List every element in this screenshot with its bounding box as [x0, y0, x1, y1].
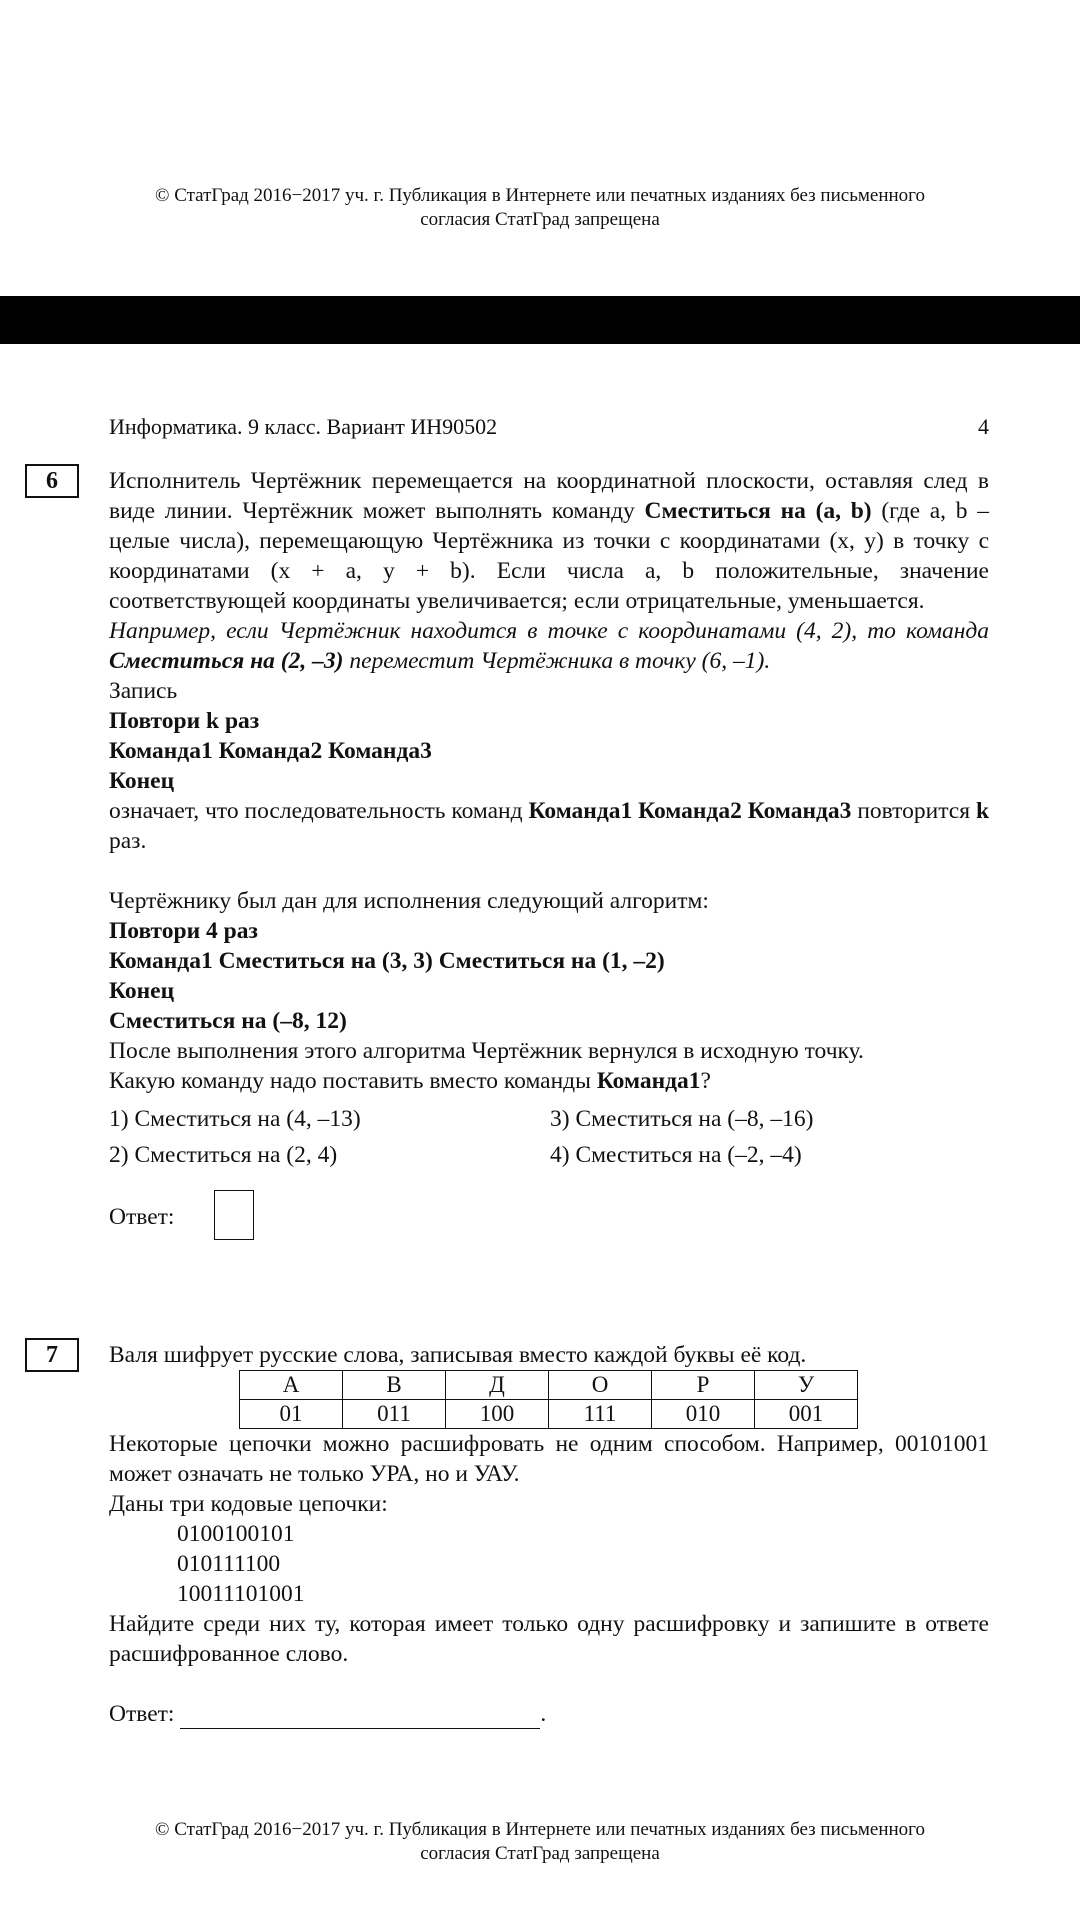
copyright-line-2: согласия СтатГрад запрещена — [420, 1843, 660, 1864]
q6-option-4[interactable]: 4) Сместиться на (–2, –4) — [550, 1142, 802, 1168]
q7-answer-dot: . — [540, 1701, 547, 1727]
q6-alg-line-4: Сместиться на (–8, 12) — [109, 1008, 347, 1034]
q6-desc-text-b: (где a, b – целые числа), перемещающую Чертёжника из точки с координатами (x, y) в точку с координатами (x + a, y + b). Если числа a, b положительные, значение соответствующей координаты увеличивается; если отрицательные, уменьшается. — [109, 498, 989, 614]
q7-code: 100 — [446, 1400, 549, 1429]
q7-code-table — [239, 1370, 858, 1429]
q6-options — [109, 1104, 989, 1176]
q7-code: 001 — [755, 1400, 858, 1429]
q7-letter: В — [343, 1371, 446, 1400]
q7-paragraph: Некоторые цепочки можно расшифровать не одним способом. Например, 00101001 может означать не только УРА, но и УАУ. — [109, 1431, 989, 1487]
q6-means-text-c: раз. — [109, 828, 147, 854]
copyright-line-1: © СтатГрад 2016−2017 уч. г. Публикация в Интернете или печатных изданиях без письменного — [155, 185, 925, 206]
page-title: Информатика. 9 класс. Вариант ИН90502 — [109, 414, 498, 439]
q7-answer-row — [109, 1699, 989, 1729]
q7-given: Даны три кодовые цепочки: — [109, 1491, 388, 1517]
q6-description — [109, 466, 989, 616]
q6-answer-box[interactable] — [214, 1190, 254, 1240]
q6-answer-label: Ответ: — [109, 1204, 175, 1230]
page-header — [109, 414, 989, 440]
question-6-body — [109, 466, 989, 1250]
q6-alg-line-1: Повтори 4 раз — [109, 918, 258, 944]
q7-code: 111 — [549, 1400, 652, 1429]
q6-means-commands: Команда1 Команда2 Команда3 — [528, 798, 852, 824]
q6-end-line: Конец — [109, 768, 175, 794]
question-7-body — [109, 1340, 989, 1729]
q6-after: После выполнения этого алгоритма Чертёжник вернулся в исходную точку. — [109, 1038, 864, 1064]
page-separator-band — [0, 296, 1080, 344]
q7-letter: Р — [652, 1371, 755, 1400]
q6-option-2[interactable]: 2) Сместиться на (2, 4) — [109, 1142, 338, 1168]
q7-letter: А — [240, 1371, 343, 1400]
q6-alg-line-2: Команда1 Сместиться на (3, 3) Сместиться на (1, –2) — [109, 948, 665, 974]
q6-zapis: Запись — [109, 678, 178, 704]
q6-given: Чертёжнику был дан для исполнения следующий алгоритм: — [109, 888, 709, 914]
q7-codes-row — [240, 1400, 858, 1429]
copyright-line-1: © СтатГрад 2016−2017 уч. г. Публикация в Интернете или печатных изданиях без письменного — [155, 1819, 925, 1840]
q7-chain-2: 010111100 — [177, 1551, 281, 1577]
q6-example — [109, 616, 989, 676]
q7-chain-3: 10011101001 — [177, 1581, 305, 1607]
q6-desc-command: Сместиться на (a, b) — [644, 498, 872, 524]
q6-means — [109, 796, 989, 856]
top-copyright — [0, 184, 1080, 232]
q6-means-k: k — [975, 798, 990, 824]
q6-commands-line: Команда1 Команда2 Команда3 — [109, 738, 432, 764]
q6-question-mark: ? — [700, 1068, 711, 1094]
q7-answer-label: Ответ: — [109, 1701, 175, 1727]
bottom-copyright — [0, 1818, 1080, 1866]
q6-option-3[interactable]: 3) Сместиться на (–8, –16) — [550, 1106, 814, 1132]
q7-task: Найдите среди них ту, которая имеет только одну расшифровку и запишите в ответе расшифрованное слово. — [109, 1611, 989, 1667]
q6-repeat-line: Повтори k раз — [109, 708, 260, 734]
page-number: 4 — [978, 414, 989, 439]
q7-answer-line[interactable] — [180, 1704, 540, 1729]
q7-code: 010 — [652, 1400, 755, 1429]
q7-letter: О — [549, 1371, 652, 1400]
q6-means-text-a: означает, что последовательность команд — [109, 798, 529, 824]
q6-example-text-a: Например, если Чертёжник находится в точке с координатами (4, 2), то команда — [109, 618, 989, 644]
q6-option-1[interactable]: 1) Сместиться на (4, –13) — [109, 1106, 361, 1132]
q7-letters-row — [240, 1371, 858, 1400]
q7-chain-1: 0100100101 — [177, 1521, 295, 1547]
q7-letter: Д — [446, 1371, 549, 1400]
q6-desc-text-a: Исполнитель Чертёжник перемещается на координатной плоскости, оставляя след в виде линии. Чертёжник может выполнять команду — [109, 468, 989, 524]
q7-code: 01 — [240, 1400, 343, 1429]
q6-example-text-b: переместит Чертёжника в точку (6, –1). — [343, 648, 771, 674]
q7-code: 011 — [343, 1400, 446, 1429]
q7-intro: Валя шифрует русские слова, записывая вместо каждой буквы её код. — [109, 1342, 807, 1368]
q6-answer-row — [109, 1190, 989, 1250]
q6-example-command: Сместиться на (2, –3) — [109, 648, 344, 674]
q6-question-command: Команда1 — [596, 1068, 701, 1094]
question-7-number: 7 — [25, 1338, 79, 1372]
question-6-number: 6 — [25, 464, 79, 498]
q6-question — [109, 1066, 989, 1096]
q7-letter: У — [755, 1371, 858, 1400]
q6-means-text-b: повторится — [851, 798, 976, 824]
q6-alg-line-3: Конец — [109, 978, 175, 1004]
q6-question-text: Какую команду надо поставить вместо команды — [109, 1068, 597, 1094]
copyright-line-2: согласия СтатГрад запрещена — [420, 209, 660, 230]
